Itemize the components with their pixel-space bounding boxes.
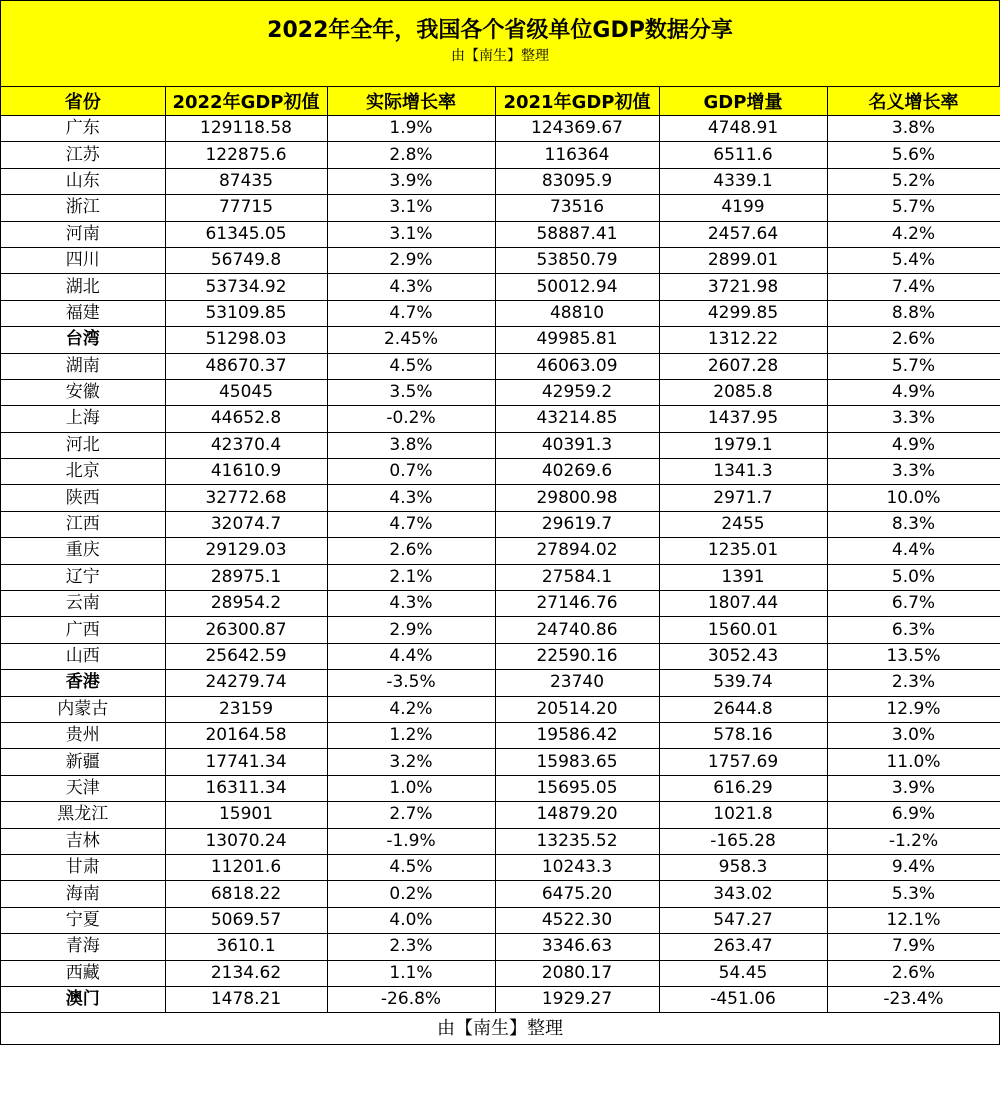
table-row — [1, 538, 1000, 564]
cell-gdp-increase: 2455 — [659, 511, 827, 537]
cell-real-growth: 1.0% — [327, 775, 495, 801]
table-row — [1, 379, 1000, 405]
cell-province: 内蒙古 — [1, 696, 165, 722]
cell-nominal-growth: 5.7% — [827, 353, 1000, 379]
cell-gdp-2022: 1478.21 — [165, 986, 327, 1012]
cell-gdp-2021: 48810 — [495, 300, 659, 326]
cell-gdp-increase: 539.74 — [659, 670, 827, 696]
sheet-footer: 由【南生】整理 — [1, 1013, 1000, 1045]
cell-gdp-increase: 2971.7 — [659, 485, 827, 511]
cell-province: 黑龙江 — [1, 802, 165, 828]
cell-gdp-increase: 3721.98 — [659, 274, 827, 300]
cell-gdp-2022: 13070.24 — [165, 828, 327, 854]
cell-province: 天津 — [1, 775, 165, 801]
table-row — [1, 617, 1000, 643]
cell-gdp-2021: 3346.63 — [495, 934, 659, 960]
cell-gdp-increase: 1757.69 — [659, 749, 827, 775]
cell-nominal-growth: 8.3% — [827, 511, 1000, 537]
cell-nominal-growth: 4.2% — [827, 221, 1000, 247]
table-row — [1, 221, 1000, 247]
cell-nominal-growth: 7.4% — [827, 274, 1000, 300]
cell-real-growth: 4.5% — [327, 854, 495, 880]
cell-gdp-increase: 2644.8 — [659, 696, 827, 722]
cell-real-growth: 3.9% — [327, 168, 495, 194]
cell-gdp-increase: 1341.3 — [659, 459, 827, 485]
cell-real-growth: 2.3% — [327, 934, 495, 960]
cell-gdp-increase: -165.28 — [659, 828, 827, 854]
cell-gdp-increase: 1979.1 — [659, 432, 827, 458]
cell-gdp-2022: 25642.59 — [165, 643, 327, 669]
cell-gdp-2021: 58887.41 — [495, 221, 659, 247]
cell-real-growth: 2.9% — [327, 617, 495, 643]
column-header-gdp-increase: GDP增量 — [659, 87, 827, 116]
cell-gdp-2021: 1929.27 — [495, 986, 659, 1012]
cell-gdp-increase: 4199 — [659, 195, 827, 221]
cell-gdp-2021: 20514.20 — [495, 696, 659, 722]
table-row — [1, 643, 1000, 669]
cell-gdp-2021: 40269.6 — [495, 459, 659, 485]
cell-gdp-2022: 28954.2 — [165, 591, 327, 617]
table-row — [1, 881, 1000, 907]
column-header-gdp-2021: 2021年GDP初值 — [495, 87, 659, 116]
cell-gdp-2021: 27146.76 — [495, 591, 659, 617]
cell-real-growth: -0.2% — [327, 406, 495, 432]
table-header-row — [1, 87, 1000, 116]
cell-real-growth: 0.7% — [327, 459, 495, 485]
cell-gdp-2021: 4522.30 — [495, 907, 659, 933]
table-row — [1, 485, 1000, 511]
cell-gdp-2021: 53850.79 — [495, 247, 659, 273]
sheet-subtitle: 由【南生】整理 — [451, 48, 549, 64]
cell-gdp-2022: 77715 — [165, 195, 327, 221]
cell-gdp-2021: 15695.05 — [495, 775, 659, 801]
cell-nominal-growth: 2.3% — [827, 670, 1000, 696]
gdp-table — [1, 87, 1000, 1013]
cell-gdp-2021: 22590.16 — [495, 643, 659, 669]
table-row — [1, 591, 1000, 617]
cell-real-growth: 3.2% — [327, 749, 495, 775]
cell-gdp-2022: 44652.8 — [165, 406, 327, 432]
cell-gdp-2022: 17741.34 — [165, 749, 327, 775]
cell-nominal-growth: 5.3% — [827, 881, 1000, 907]
table-row — [1, 907, 1000, 933]
cell-gdp-increase: 4299.85 — [659, 300, 827, 326]
table-row — [1, 749, 1000, 775]
cell-gdp-increase: 1312.22 — [659, 327, 827, 353]
cell-nominal-growth: 4.9% — [827, 432, 1000, 458]
cell-province: 湖北 — [1, 274, 165, 300]
cell-gdp-2022: 16311.34 — [165, 775, 327, 801]
cell-gdp-2022: 3610.1 — [165, 934, 327, 960]
cell-gdp-2022: 29129.03 — [165, 538, 327, 564]
cell-province: 吉林 — [1, 828, 165, 854]
cell-gdp-increase: 4339.1 — [659, 168, 827, 194]
cell-province: 河南 — [1, 221, 165, 247]
cell-province: 重庆 — [1, 538, 165, 564]
cell-province: 山西 — [1, 643, 165, 669]
cell-province: 贵州 — [1, 722, 165, 748]
cell-province: 台湾 — [1, 327, 165, 353]
column-header-nominal-growth: 名义增长率 — [827, 87, 1000, 116]
cell-gdp-2022: 45045 — [165, 379, 327, 405]
cell-real-growth: 3.1% — [327, 195, 495, 221]
cell-nominal-growth: 3.3% — [827, 459, 1000, 485]
cell-gdp-increase: 2607.28 — [659, 353, 827, 379]
cell-province: 澳门 — [1, 986, 165, 1012]
cell-gdp-2022: 41610.9 — [165, 459, 327, 485]
cell-real-growth: 4.7% — [327, 511, 495, 537]
table-row — [1, 960, 1000, 986]
cell-real-growth: 4.5% — [327, 353, 495, 379]
cell-nominal-growth: -23.4% — [827, 986, 1000, 1012]
cell-gdp-increase: 958.3 — [659, 854, 827, 880]
cell-gdp-increase: 1391 — [659, 564, 827, 590]
cell-gdp-2021: 40391.3 — [495, 432, 659, 458]
cell-nominal-growth: 2.6% — [827, 327, 1000, 353]
cell-gdp-2022: 28975.1 — [165, 564, 327, 590]
cell-gdp-2021: 14879.20 — [495, 802, 659, 828]
cell-nominal-growth: 4.9% — [827, 379, 1000, 405]
cell-nominal-growth: 6.3% — [827, 617, 1000, 643]
cell-gdp-increase: 2899.01 — [659, 247, 827, 273]
cell-gdp-2022: 6818.22 — [165, 881, 327, 907]
cell-gdp-2022: 87435 — [165, 168, 327, 194]
cell-nominal-growth: 5.7% — [827, 195, 1000, 221]
cell-real-growth: 2.6% — [327, 538, 495, 564]
column-header-gdp-2022: 2022年GDP初值 — [165, 87, 327, 116]
cell-gdp-2021: 50012.94 — [495, 274, 659, 300]
cell-real-growth: 4.4% — [327, 643, 495, 669]
cell-province: 青海 — [1, 934, 165, 960]
cell-province: 江苏 — [1, 142, 165, 168]
cell-province: 陕西 — [1, 485, 165, 511]
cell-gdp-2021: 6475.20 — [495, 881, 659, 907]
cell-nominal-growth: 12.1% — [827, 907, 1000, 933]
cell-gdp-2022: 20164.58 — [165, 722, 327, 748]
cell-real-growth: 4.2% — [327, 696, 495, 722]
cell-gdp-2022: 15901 — [165, 802, 327, 828]
cell-nominal-growth: 3.0% — [827, 722, 1000, 748]
cell-nominal-growth: 12.9% — [827, 696, 1000, 722]
cell-gdp-2022: 122875.6 — [165, 142, 327, 168]
cell-gdp-2022: 32074.7 — [165, 511, 327, 537]
cell-real-growth: 4.3% — [327, 591, 495, 617]
table-row — [1, 564, 1000, 590]
cell-gdp-increase: 6511.6 — [659, 142, 827, 168]
table-row — [1, 116, 1000, 142]
cell-nominal-growth: 5.6% — [827, 142, 1000, 168]
cell-province: 山东 — [1, 168, 165, 194]
table-row — [1, 274, 1000, 300]
cell-real-growth: 2.9% — [327, 247, 495, 273]
cell-gdp-2022: 129118.58 — [165, 116, 327, 142]
column-header-real-growth: 实际增长率 — [327, 87, 495, 116]
cell-gdp-increase: 1021.8 — [659, 802, 827, 828]
cell-gdp-2022: 42370.4 — [165, 432, 327, 458]
cell-nominal-growth: 5.2% — [827, 168, 1000, 194]
cell-province: 安徽 — [1, 379, 165, 405]
cell-nominal-growth: 13.5% — [827, 643, 1000, 669]
cell-gdp-increase: 578.16 — [659, 722, 827, 748]
cell-real-growth: 3.1% — [327, 221, 495, 247]
cell-province: 广东 — [1, 116, 165, 142]
cell-real-growth: 3.8% — [327, 432, 495, 458]
cell-province: 甘肃 — [1, 854, 165, 880]
cell-gdp-2021: 29800.98 — [495, 485, 659, 511]
cell-nominal-growth: 4.4% — [827, 538, 1000, 564]
cell-gdp-2021: 10243.3 — [495, 854, 659, 880]
cell-nominal-growth: 3.3% — [827, 406, 1000, 432]
table-row — [1, 195, 1000, 221]
cell-gdp-increase: 1437.95 — [659, 406, 827, 432]
table-row — [1, 802, 1000, 828]
cell-gdp-increase: 263.47 — [659, 934, 827, 960]
cell-real-growth: 1.2% — [327, 722, 495, 748]
cell-real-growth: 4.3% — [327, 485, 495, 511]
table-row — [1, 934, 1000, 960]
cell-real-growth: 4.3% — [327, 274, 495, 300]
table-row — [1, 722, 1000, 748]
cell-gdp-2021: 73516 — [495, 195, 659, 221]
cell-gdp-2021: 116364 — [495, 142, 659, 168]
cell-gdp-increase: 547.27 — [659, 907, 827, 933]
cell-province: 北京 — [1, 459, 165, 485]
cell-real-growth: 2.1% — [327, 564, 495, 590]
cell-province: 河北 — [1, 432, 165, 458]
table-row — [1, 775, 1000, 801]
table-row — [1, 406, 1000, 432]
cell-nominal-growth: 11.0% — [827, 749, 1000, 775]
cell-gdp-2021: 46063.09 — [495, 353, 659, 379]
cell-gdp-increase: 1560.01 — [659, 617, 827, 643]
cell-gdp-2022: 11201.6 — [165, 854, 327, 880]
cell-gdp-2022: 24279.74 — [165, 670, 327, 696]
cell-nominal-growth: 5.4% — [827, 247, 1000, 273]
cell-gdp-2021: 2080.17 — [495, 960, 659, 986]
cell-province: 湖南 — [1, 353, 165, 379]
cell-gdp-increase: 2085.8 — [659, 379, 827, 405]
cell-nominal-growth: 7.9% — [827, 934, 1000, 960]
cell-gdp-2022: 53109.85 — [165, 300, 327, 326]
cell-gdp-2021: 124369.67 — [495, 116, 659, 142]
cell-gdp-2021: 24740.86 — [495, 617, 659, 643]
cell-gdp-2022: 48670.37 — [165, 353, 327, 379]
cell-gdp-2022: 26300.87 — [165, 617, 327, 643]
cell-province: 上海 — [1, 406, 165, 432]
cell-gdp-2022: 23159 — [165, 696, 327, 722]
title-block — [1, 1, 1000, 87]
table-row — [1, 142, 1000, 168]
table-row — [1, 986, 1000, 1012]
cell-province: 广西 — [1, 617, 165, 643]
cell-nominal-growth: 3.9% — [827, 775, 1000, 801]
cell-gdp-2021: 27584.1 — [495, 564, 659, 590]
table-row — [1, 247, 1000, 273]
cell-gdp-2022: 61345.05 — [165, 221, 327, 247]
cell-gdp-increase: 2457.64 — [659, 221, 827, 247]
cell-province: 西藏 — [1, 960, 165, 986]
cell-gdp-2022: 32772.68 — [165, 485, 327, 511]
table-row — [1, 168, 1000, 194]
table-row — [1, 696, 1000, 722]
table-row — [1, 327, 1000, 353]
column-header-province: 省份 — [1, 87, 165, 116]
cell-gdp-increase: 616.29 — [659, 775, 827, 801]
cell-gdp-2021: 15983.65 — [495, 749, 659, 775]
cell-gdp-increase: 1235.01 — [659, 538, 827, 564]
cell-gdp-2021: 13235.52 — [495, 828, 659, 854]
cell-nominal-growth: 6.9% — [827, 802, 1000, 828]
cell-province: 海南 — [1, 881, 165, 907]
cell-nominal-growth: 6.7% — [827, 591, 1000, 617]
cell-gdp-2022: 53734.92 — [165, 274, 327, 300]
cell-gdp-2021: 19586.42 — [495, 722, 659, 748]
cell-gdp-2021: 43214.85 — [495, 406, 659, 432]
cell-gdp-2021: 83095.9 — [495, 168, 659, 194]
cell-gdp-2022: 51298.03 — [165, 327, 327, 353]
table-row — [1, 353, 1000, 379]
cell-real-growth: 1.9% — [327, 116, 495, 142]
cell-real-growth: -26.8% — [327, 986, 495, 1012]
cell-nominal-growth: 9.4% — [827, 854, 1000, 880]
cell-nominal-growth: 3.8% — [827, 116, 1000, 142]
cell-gdp-increase: 54.45 — [659, 960, 827, 986]
sheet-title: 2022年全年，我国各个省级单位GDP数据分享 — [267, 18, 733, 43]
cell-province: 宁夏 — [1, 907, 165, 933]
cell-gdp-increase: 4748.91 — [659, 116, 827, 142]
cell-nominal-growth: 10.0% — [827, 485, 1000, 511]
cell-gdp-increase: 343.02 — [659, 881, 827, 907]
cell-gdp-2021: 49985.81 — [495, 327, 659, 353]
cell-gdp-2022: 5069.57 — [165, 907, 327, 933]
cell-real-growth: 4.0% — [327, 907, 495, 933]
cell-gdp-2022: 2134.62 — [165, 960, 327, 986]
cell-gdp-2021: 23740 — [495, 670, 659, 696]
cell-real-growth: 1.1% — [327, 960, 495, 986]
cell-gdp-increase: 1807.44 — [659, 591, 827, 617]
table-body — [1, 116, 1000, 1013]
cell-real-growth: 2.8% — [327, 142, 495, 168]
cell-real-growth: -3.5% — [327, 670, 495, 696]
cell-nominal-growth: 8.8% — [827, 300, 1000, 326]
table-row — [1, 300, 1000, 326]
cell-province: 香港 — [1, 670, 165, 696]
cell-nominal-growth: 2.6% — [827, 960, 1000, 986]
cell-real-growth: 2.7% — [327, 802, 495, 828]
cell-gdp-2021: 29619.7 — [495, 511, 659, 537]
table-row — [1, 854, 1000, 880]
cell-gdp-2021: 27894.02 — [495, 538, 659, 564]
cell-province: 福建 — [1, 300, 165, 326]
cell-province: 江西 — [1, 511, 165, 537]
cell-nominal-growth: -1.2% — [827, 828, 1000, 854]
table-row — [1, 670, 1000, 696]
cell-real-growth: -1.9% — [327, 828, 495, 854]
cell-real-growth: 3.5% — [327, 379, 495, 405]
table-row — [1, 828, 1000, 854]
cell-province: 四川 — [1, 247, 165, 273]
table-row — [1, 432, 1000, 458]
cell-province: 新疆 — [1, 749, 165, 775]
cell-real-growth: 2.45% — [327, 327, 495, 353]
table-row — [1, 511, 1000, 537]
cell-province: 云南 — [1, 591, 165, 617]
table-row — [1, 459, 1000, 485]
cell-gdp-2021: 42959.2 — [495, 379, 659, 405]
cell-province: 浙江 — [1, 195, 165, 221]
cell-gdp-increase: 3052.43 — [659, 643, 827, 669]
cell-real-growth: 4.7% — [327, 300, 495, 326]
cell-nominal-growth: 5.0% — [827, 564, 1000, 590]
cell-gdp-2022: 56749.8 — [165, 247, 327, 273]
cell-province: 辽宁 — [1, 564, 165, 590]
cell-gdp-increase: -451.06 — [659, 986, 827, 1012]
cell-real-growth: 0.2% — [327, 881, 495, 907]
